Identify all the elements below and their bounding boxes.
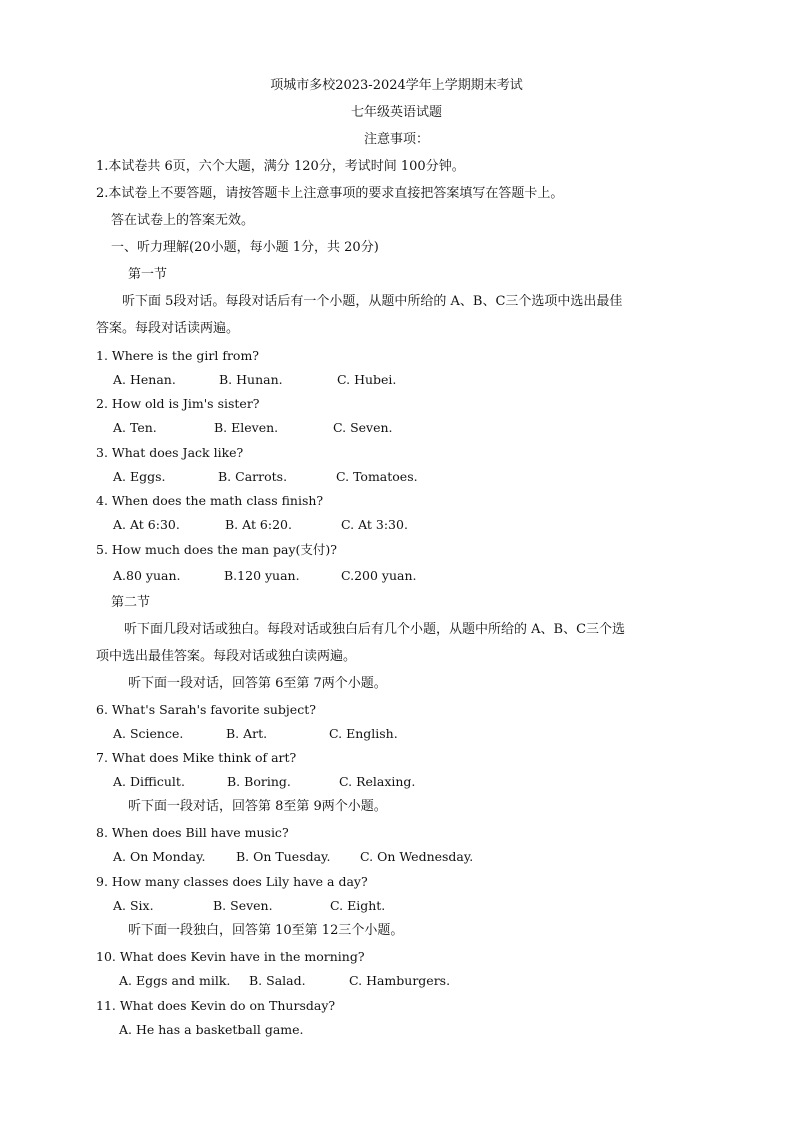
- part-2-instruction-1: 听下面几段对话或独白。每段对话或独白后有几个小题，从题中所给的 A、B、C三个选: [124, 622, 626, 637]
- notice-title: 注意事项：: [363, 132, 429, 147]
- q10-option-c: C. Hamburgers.: [349, 973, 451, 988]
- q9-option-b: B. Seven.: [213, 898, 273, 913]
- question-3: 3. What does Jack like?: [96, 445, 244, 460]
- q3-option-a: A. Eggs.: [113, 469, 166, 484]
- part-1-instruction-1: 听下面 5段对话。每段对话后有一个小题，从题中所给的 A、B、C三个选项中选出最佳: [122, 294, 623, 309]
- question-10: 10. What does Kevin have in the morning?: [96, 949, 365, 964]
- section-1-title: 一、听力理解(20小题，每小题 1分，共 20分): [111, 240, 379, 255]
- question-6: 6. What's Sarah's favorite subject?: [96, 702, 316, 717]
- part-1-title: 第一节: [128, 267, 168, 282]
- q1-option-b: B. Hunan.: [219, 372, 283, 387]
- q4-option-b: B. At 6:20.: [225, 517, 292, 532]
- part-2-instruction-2: 项中选出最佳答案。每段对话或独白读两遍。: [96, 649, 357, 664]
- question-4: 4. When does the math class finish?: [96, 493, 324, 508]
- q10-option-a: A. Eggs and milk.: [119, 973, 231, 988]
- q3-option-c: C. Tomatoes.: [336, 469, 418, 484]
- q8-option-a: A. On Monday.: [113, 849, 206, 864]
- question-7: 7. What does Mike think of art?: [96, 750, 297, 765]
- notice-3: 答在试卷上的答案无效。: [111, 213, 255, 228]
- question-1: 1. Where is the girl from?: [96, 348, 260, 363]
- sub-instruction-10-12: 听下面一段独白，回答第 10至第 12三个小题。: [128, 923, 404, 938]
- q2-option-c: C. Seven.: [333, 420, 393, 435]
- question-8: 8. When does Bill have music?: [96, 825, 289, 840]
- sub-instruction-8-9: 听下面一段对话，回答第 8至第 9两个小题。: [128, 799, 387, 814]
- q11-option-a: A. He has a basketball game.: [119, 1022, 304, 1037]
- notice-2: 2.本试卷上不要答题，请按答题卡上注意事项的要求直接把答案填写在答题卡上。: [96, 186, 564, 201]
- exam-subtitle: 七年级英语试题: [350, 105, 442, 120]
- q9-option-c: C. Eight.: [330, 898, 386, 913]
- q1-option-a: A. Henan.: [113, 372, 176, 387]
- q6-option-b: B. Art.: [226, 726, 268, 741]
- part-1-instruction-2: 答案。每段对话读两遍。: [96, 321, 240, 336]
- sub-instruction-6-7: 听下面一段对话，回答第 6至第 7两个小题。: [128, 676, 387, 691]
- q7-option-a: A. Difficult.: [113, 774, 185, 789]
- q5-option-b: B.120 yuan.: [224, 568, 300, 583]
- q7-option-c: C. Relaxing.: [339, 774, 416, 789]
- question-5: 5. How much does the man pay(支付)?: [96, 542, 337, 557]
- notice-1: 1.本试卷共 6页，六个大题，满分 120分，考试时间 100分钟。: [96, 159, 465, 174]
- question-9: 9. How many classes does Lily have a day?: [96, 874, 368, 889]
- question-2: 2. How old is Jim's sister?: [96, 396, 260, 411]
- q4-option-a: A. At 6:30.: [113, 517, 180, 532]
- q4-option-c: C. At 3:30.: [341, 517, 408, 532]
- q6-option-a: A. Science.: [113, 726, 184, 741]
- q10-option-b: B. Salad.: [249, 973, 306, 988]
- q5-option-c: C.200 yuan.: [341, 568, 417, 583]
- q2-option-a: A. Ten.: [113, 420, 157, 435]
- q2-option-b: B. Eleven.: [214, 420, 279, 435]
- q3-option-b: B. Carrots.: [218, 469, 288, 484]
- q8-option-b: B. On Tuesday.: [236, 849, 331, 864]
- q7-option-b: B. Boring.: [227, 774, 291, 789]
- q5-option-a: A.80 yuan.: [113, 568, 181, 583]
- part-2-title: 第二节: [111, 595, 151, 610]
- q1-option-c: C. Hubei.: [337, 372, 397, 387]
- q9-option-a: A. Six.: [113, 898, 154, 913]
- exam-title: 项城市多校2023-2024学年上学期期末考试: [270, 78, 523, 93]
- question-11: 11. What does Kevin do on Thursday?: [96, 998, 336, 1013]
- q8-option-c: C. On Wednesday.: [360, 849, 474, 864]
- q6-option-c: C. English.: [329, 726, 398, 741]
